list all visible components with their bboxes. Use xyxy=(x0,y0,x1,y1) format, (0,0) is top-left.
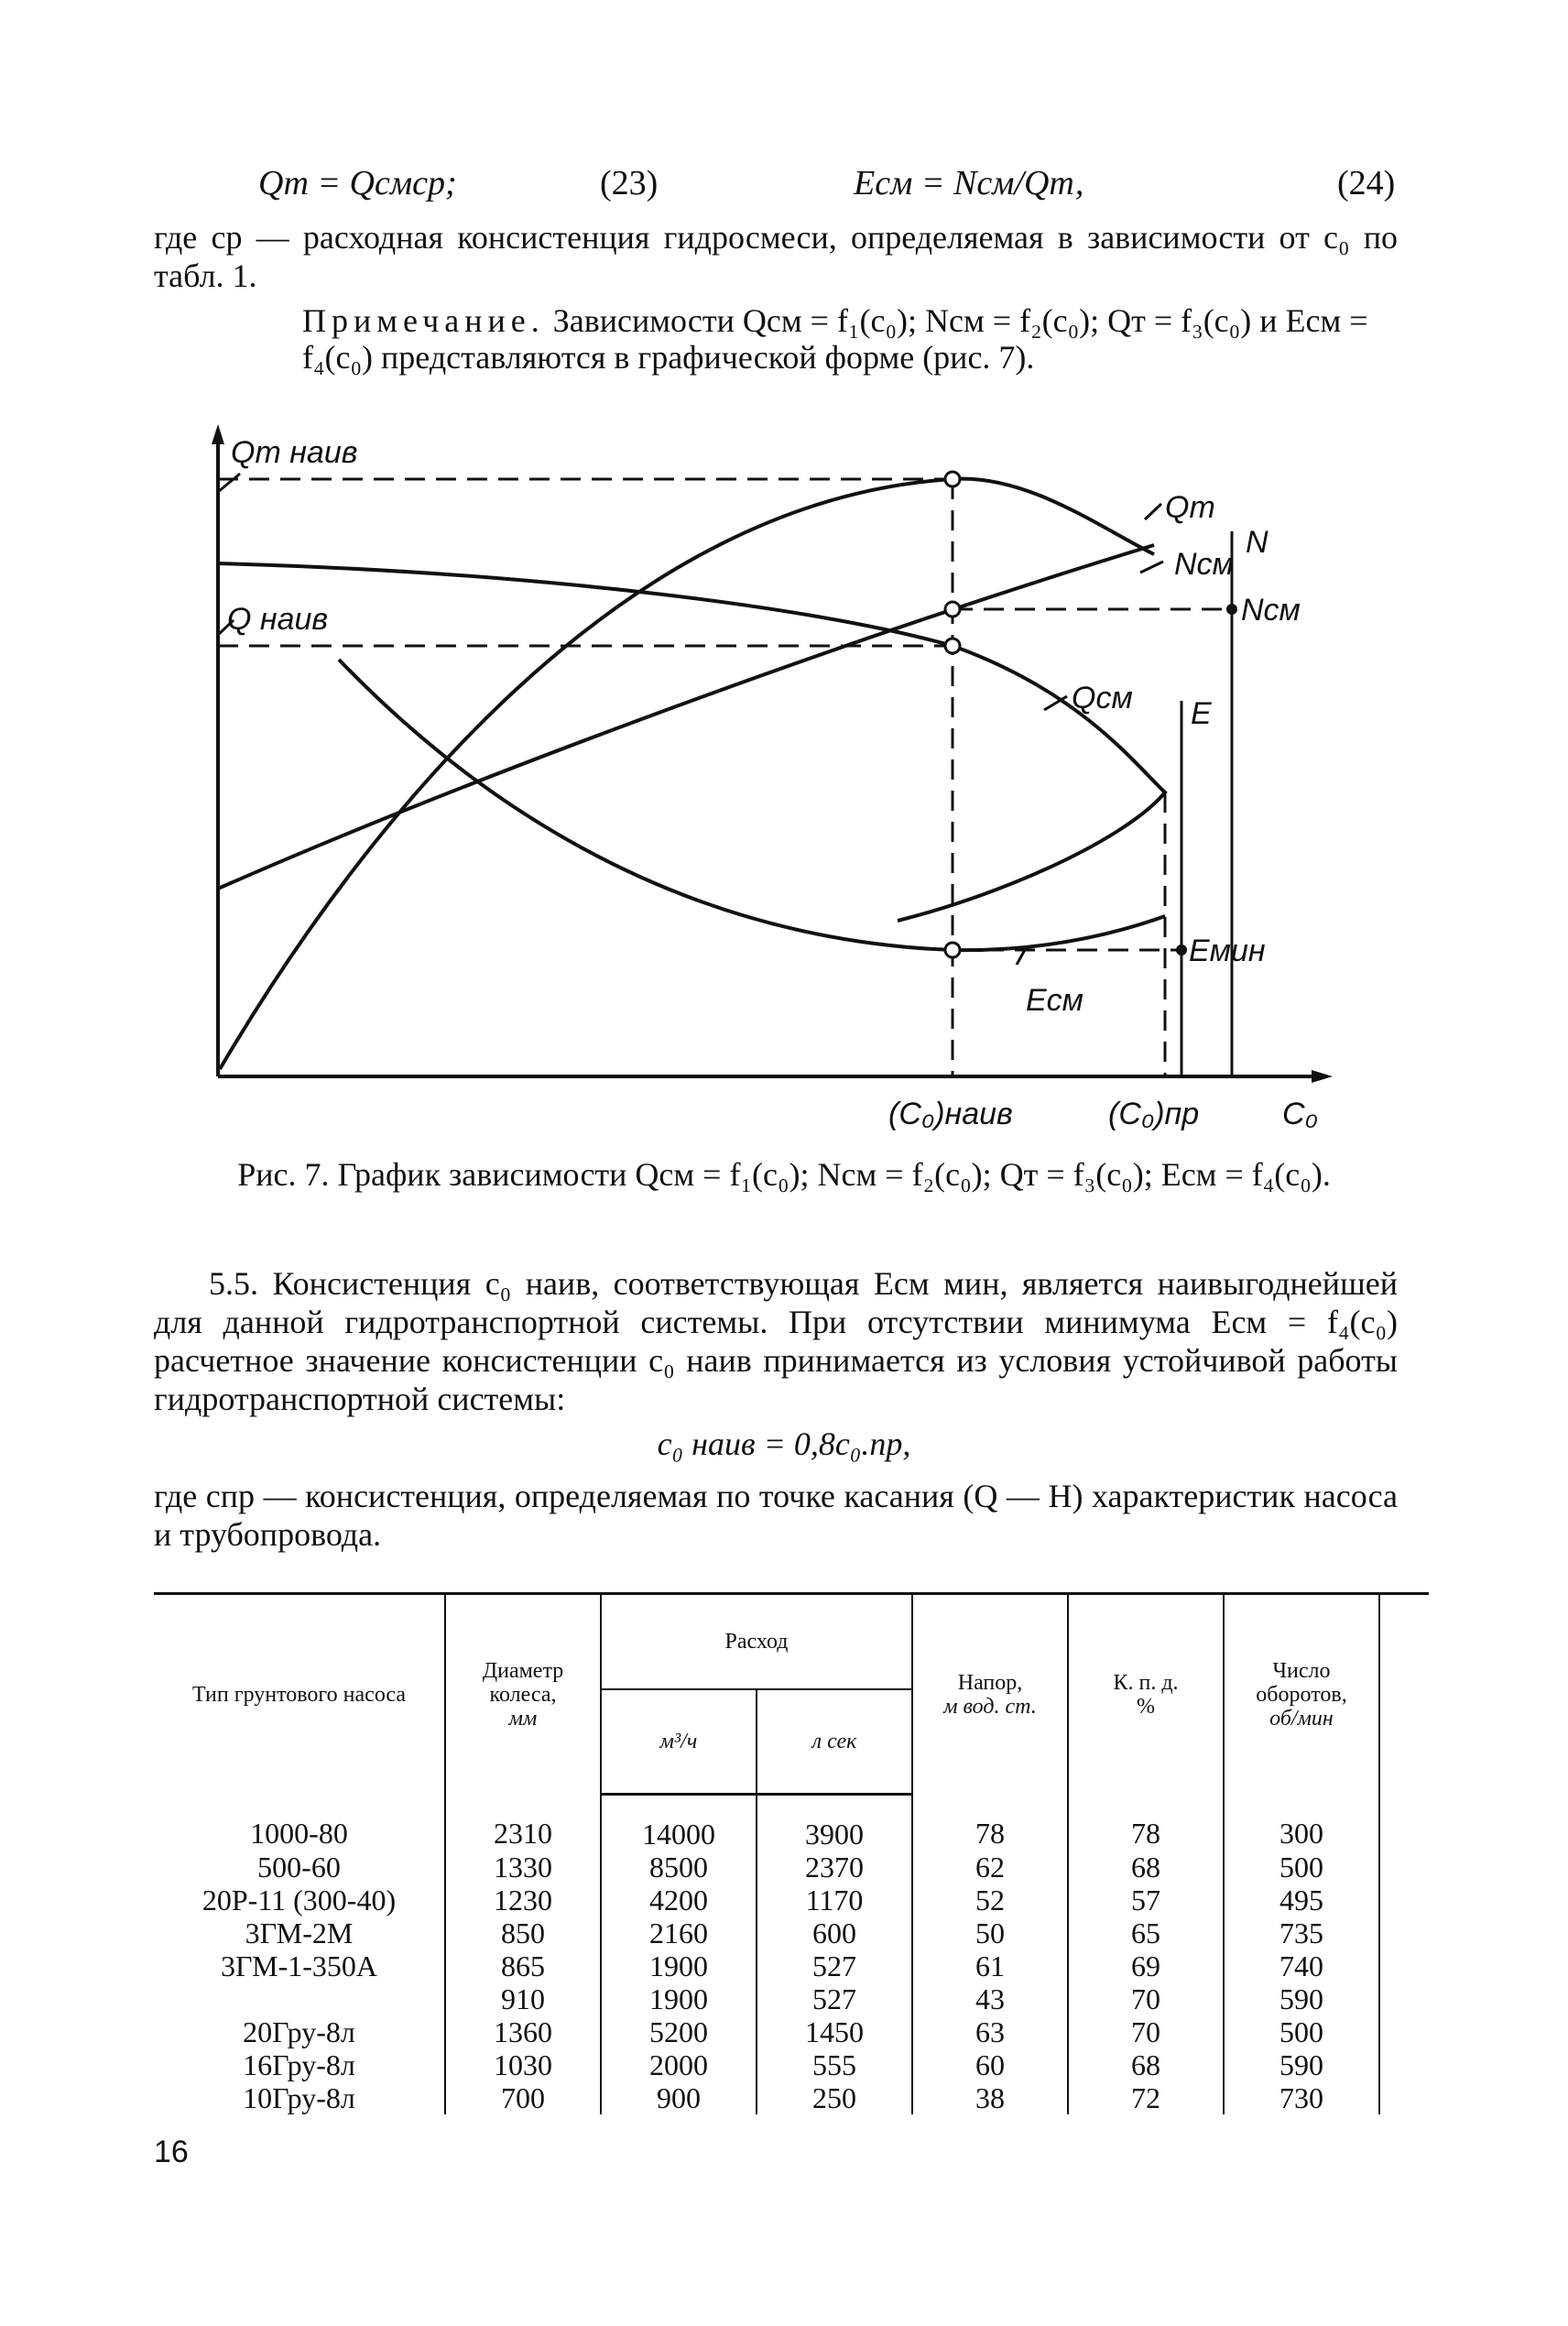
table-row xyxy=(154,2048,1429,2081)
cell-type: 500-60 xyxy=(257,1851,341,1884)
header-blank xyxy=(1379,1594,1429,1795)
table-row xyxy=(154,2015,1429,2048)
header-head xyxy=(912,1594,1068,1795)
cell-m3h: 14000 xyxy=(601,1795,757,1851)
header-diameter xyxy=(445,1594,601,1795)
qt-naiv-leader xyxy=(218,474,240,492)
cell-diameter: 910 xyxy=(445,1982,601,2015)
header-efficiency-unit: % xyxy=(1137,1694,1155,1719)
cell-head: 63 xyxy=(912,2015,1068,2048)
table-row xyxy=(154,1884,1429,1916)
header-flow-ls: л сек xyxy=(757,1689,912,1795)
cell-head: 60 xyxy=(912,2048,1068,2081)
cell-blank xyxy=(1379,2015,1429,2048)
header-rpm xyxy=(1224,1594,1379,1795)
cell-m3h: 900 xyxy=(601,2081,757,2114)
cell-ls: 2370 xyxy=(757,1851,912,1884)
cell-diameter: 700 xyxy=(445,2081,601,2114)
cell-ls: 600 xyxy=(757,1916,912,1949)
equation-24: Eсм = Nсм/Qт, xyxy=(854,164,1084,202)
note-block xyxy=(302,302,1401,376)
cell-head: 52 xyxy=(912,1884,1068,1916)
cell-rpm: 590 xyxy=(1224,2048,1379,2081)
header-rpm-unit: об/мин xyxy=(1269,1706,1334,1731)
cell-eff: 68 xyxy=(1068,1851,1224,1884)
header-diameter-label: Диаметр колеса, xyxy=(482,1658,564,1707)
header-rpm-label: Число оборотов, xyxy=(1256,1658,1347,1707)
cell-eff: 68 xyxy=(1068,2048,1224,2081)
figure-caption-prefix: Рис. 7. xyxy=(237,1156,330,1193)
section-5-5-formula: c₀ наив = 0,8c₀.пр, xyxy=(657,1425,911,1462)
label-n-axis: N xyxy=(1246,525,1269,560)
point-emin-axis xyxy=(1176,945,1187,956)
y-axis-arrow-icon xyxy=(212,424,224,444)
point-nsm-naiv xyxy=(945,602,960,617)
cell-m3h: 2000 xyxy=(601,2048,757,2081)
table-row xyxy=(154,1916,1429,1949)
cell-rpm: 500 xyxy=(1224,1851,1379,1884)
cell-rpm: 590 xyxy=(1224,1982,1379,2015)
cell-ls: 1450 xyxy=(757,2015,912,2048)
cell-ls: 527 xyxy=(757,1982,912,2015)
cell-ls: 250 xyxy=(757,2081,912,2114)
cell-m3h: 1900 xyxy=(601,1982,757,2015)
figure-caption-text: График зависимости Qсм = f₁(c₀); Nсм = f₂(c₀); Qт = f₃(c₀); Eсм = f₄(c₀). xyxy=(337,1156,1331,1193)
equation-23: Qт = Qсмcр; xyxy=(258,164,457,202)
cell-blank xyxy=(1379,1884,1429,1916)
label-series-esm: Eсм xyxy=(1026,983,1083,1018)
cell-blank xyxy=(1379,1795,1429,1851)
label-nsm-axis: Nсм xyxy=(1241,593,1301,628)
cell-ls: 555 xyxy=(757,2048,912,2081)
series-esm-line xyxy=(339,660,1165,950)
cell-eff: 78 xyxy=(1068,1795,1224,1851)
table-row xyxy=(154,1795,1429,1851)
tick-c0-pr: (C₀)пр xyxy=(1108,1097,1200,1131)
nsm-leader xyxy=(1140,562,1163,573)
page-number: 16 xyxy=(154,2135,189,2169)
label-e-axis: E xyxy=(1191,696,1212,731)
figure-caption xyxy=(216,1156,1352,1193)
qt-leader xyxy=(1145,504,1161,519)
intro-text: где cр — расходная консистенция гидросмеси, определяемая в зависимости от c₀ по табл. 1. xyxy=(154,219,1398,294)
cell-head: 43 xyxy=(912,1982,1068,2015)
cell-eff: 70 xyxy=(1068,1982,1224,2015)
cell-diameter: 850 xyxy=(445,1916,601,1949)
table-row xyxy=(154,1851,1429,1884)
cell-ls: 527 xyxy=(757,1949,912,1982)
label-emin: Eмин xyxy=(1189,934,1266,968)
x-axis-label: C₀ xyxy=(1282,1097,1318,1131)
cell-eff: 72 xyxy=(1068,2081,1224,2114)
note-text: Зависимости Qсм = f₁(c₀); Nсм = f₂(c₀); Qт = f₃(c₀) и Eсм = f₄(c₀) представляются в графической форме (рис. 7). xyxy=(302,302,1368,376)
cell-ls: 1170 xyxy=(757,1884,912,1916)
cell-rpm: 735 xyxy=(1224,1916,1379,1949)
cell-eff: 70 xyxy=(1068,2015,1224,2048)
equation-24-number: (24) xyxy=(1337,164,1396,202)
pump-table xyxy=(154,1592,1429,2114)
point-esm-min xyxy=(945,943,960,957)
cell-rpm: 495 xyxy=(1224,1884,1379,1916)
cell-m3h: 1900 xyxy=(601,1949,757,1982)
cell-eff: 69 xyxy=(1068,1949,1224,1982)
cell-head: 50 xyxy=(912,1916,1068,1949)
point-qsm-naiv xyxy=(945,639,960,653)
cell-diameter: 2310 xyxy=(445,1795,601,1851)
cell-head: 78 xyxy=(912,1795,1068,1851)
note-label: Примечание. xyxy=(302,302,545,339)
cell-diameter: 1030 xyxy=(445,2048,601,2081)
table-row xyxy=(154,1982,1429,2015)
cell-diameter: 865 xyxy=(445,1949,601,1982)
label-q-naiv: Q наив xyxy=(227,602,329,637)
x-axis-arrow-icon xyxy=(1312,1070,1333,1083)
section-5-5-text-2: где cпр — консистенция, определяемая по точке касания (Q — H) характеристик насоса и трубопровода. xyxy=(154,1478,1398,1553)
cell-blank xyxy=(1379,2048,1429,2081)
cell-blank xyxy=(1379,1982,1429,2015)
cell-m3h: 5200 xyxy=(601,2015,757,2048)
label-series-nsm: Nсм xyxy=(1174,547,1234,582)
header-flow-m3h: м³/ч xyxy=(601,1689,757,1795)
header-head-unit: м вод. ст. xyxy=(943,1694,1037,1719)
header-head-label: Напор, xyxy=(957,1670,1023,1695)
cell-eff: 57 xyxy=(1068,1884,1224,1916)
cell-diameter: 1330 xyxy=(445,1851,601,1884)
point-qt-max xyxy=(945,472,960,486)
cell-ls: 3900 xyxy=(757,1795,912,1851)
point-nsm-axis xyxy=(1226,604,1237,615)
cell-head: 38 xyxy=(912,2081,1068,2114)
cell-type: 3ГМ-1-350А xyxy=(221,1949,377,1982)
cell-m3h: 8500 xyxy=(601,1851,757,1884)
header-diameter-unit: мм xyxy=(508,1706,538,1731)
section-5-5-text: 5.5. Консистенция c₀ наив, соответствующая Eсм мин, является наивыгоднейшей для данной гидротранспортной системы. При отсутствии минимума Eсм = f₄(c₀) расчетное значение консистенции c₀ наив принимается из условия устойчивой работы гидротранспортной системы: xyxy=(154,1265,1398,1417)
equation-23-number: (23) xyxy=(600,164,659,202)
header-efficiency xyxy=(1068,1594,1224,1795)
cell-rpm: 730 xyxy=(1224,2081,1379,2114)
cell-type: 1000-80 xyxy=(250,1817,348,1851)
cell-m3h: 2160 xyxy=(601,1916,757,1949)
cell-head: 62 xyxy=(912,1851,1068,1884)
header-pump-type: Тип грунтового насоса xyxy=(154,1594,445,1795)
cell-blank xyxy=(1379,2081,1429,2114)
cell-rpm: 500 xyxy=(1224,2015,1379,2048)
cell-type: 20Р-11 (300-40) xyxy=(201,1884,397,1916)
equation-line xyxy=(0,163,1568,209)
cell-blank xyxy=(1379,1949,1429,1982)
cell-type: 3ГМ-2М xyxy=(245,1916,354,1949)
cell-type: 20Гру-8л xyxy=(243,2015,355,2048)
cell-rpm: 300 xyxy=(1224,1795,1379,1851)
cell-blank xyxy=(1379,1916,1429,1949)
label-series-qt: Qт xyxy=(1165,490,1215,525)
cell-type: 10Гру-8л xyxy=(243,2081,355,2114)
cell-eff: 65 xyxy=(1068,1916,1224,1949)
label-series-qsm: Qсм xyxy=(1072,681,1133,715)
cell-type xyxy=(154,1982,445,2015)
cell-blank xyxy=(1379,1851,1429,1884)
cell-head: 61 xyxy=(912,1949,1068,1982)
header-efficiency-label: К. п. д. xyxy=(1113,1670,1179,1695)
table-row xyxy=(154,2081,1429,2114)
figure-7-chart xyxy=(183,417,1374,1150)
label-qt-naiv: Qт наив xyxy=(231,435,358,470)
cell-type: 16Гру-8л xyxy=(243,2048,355,2081)
cell-m3h: 4200 xyxy=(601,1884,757,1916)
tick-c0-naiv: (C₀)наив xyxy=(888,1097,1013,1131)
series-qsm-line xyxy=(218,563,1165,921)
cell-diameter: 1230 xyxy=(445,1884,601,1916)
header-flow: Расход xyxy=(601,1594,912,1690)
cell-rpm: 740 xyxy=(1224,1949,1379,1982)
cell-diameter: 1360 xyxy=(445,2015,601,2048)
table-row xyxy=(154,1949,1429,1982)
